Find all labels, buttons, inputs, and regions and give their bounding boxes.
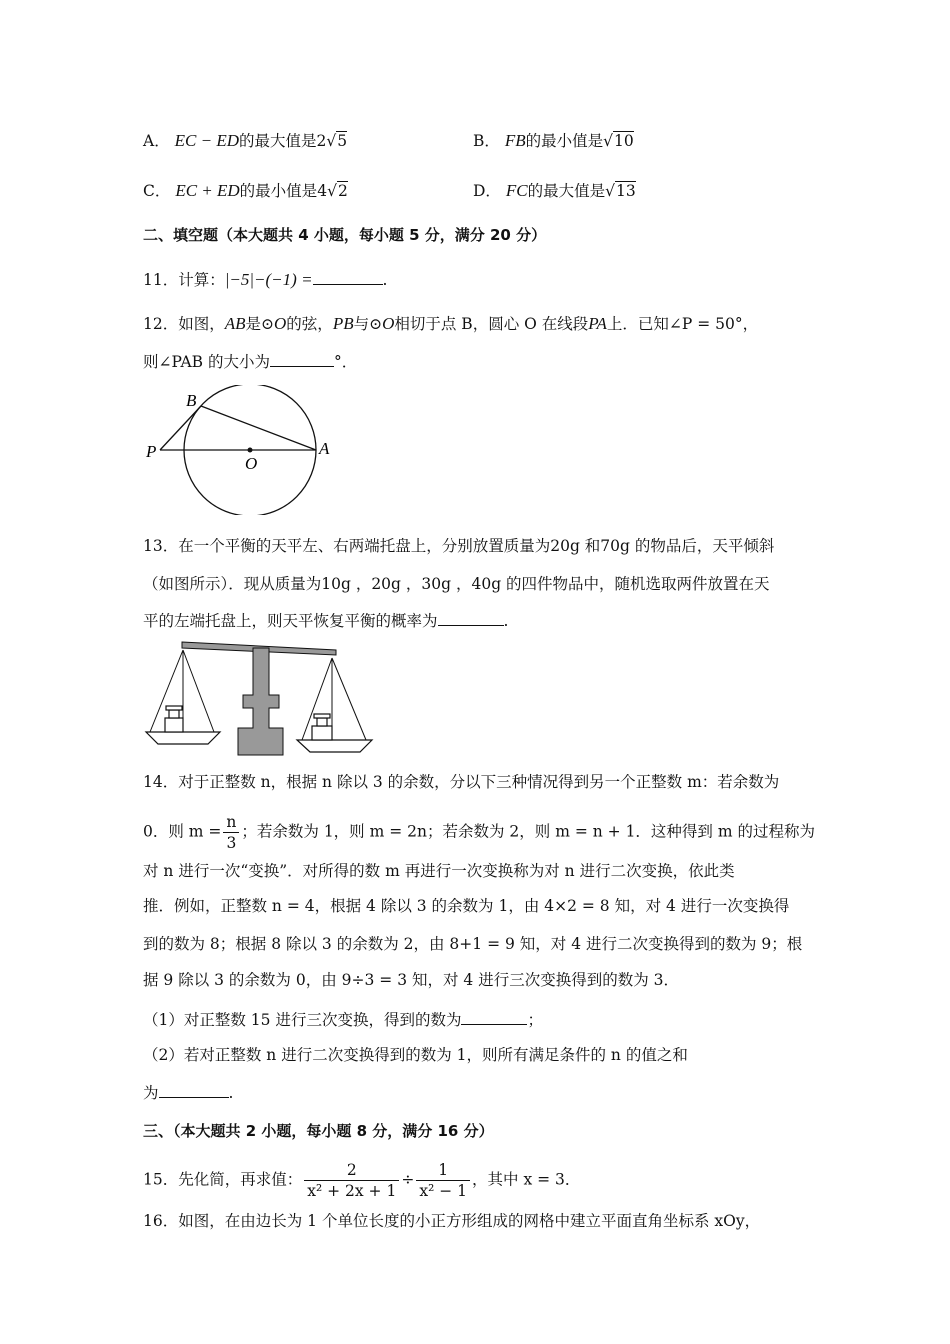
segment-pb <box>160 406 201 450</box>
question-12-line2: 则∠PAB 的大小为 °． <box>143 350 357 373</box>
question-16: 16．如图，在由边长为 1 个单位长度的小正方形组成的网格中建立平面直角坐标系 xOy， <box>143 1212 761 1230</box>
option-b: B． FB的最小值是√10 <box>473 131 634 150</box>
question-14-sub2: （2）若对正整数 n 进行二次变换得到的数为 1，则所有满足条件的 n 的值之和 <box>143 1046 688 1064</box>
question-14-line2: 0．则 m = $\frac{n}{3}$ ；若余数为 1，则 m = 2n；若余数为 2，则 m = n + 1．这种得到 m 的过程称为 <box>143 813 815 852</box>
fraction-1: $\frac{2}{\text{x² + 2x + 1}}$ <box>304 1160 399 1201</box>
option-c: C． EC + ED的最小值是4√2 <box>143 181 348 200</box>
fraction-2: $\frac{1}{\text{x² − 1}}$ <box>416 1160 470 1201</box>
option-d: D． FC的最大值是√13 <box>473 181 636 200</box>
balance-scale-figure <box>140 640 380 760</box>
question-13-line1: 13．在一个平衡的天平左、右两端托盘上，分别放置质量为20g 和70g 的物品后，天平倾斜 <box>143 537 775 555</box>
question-14-line5: 到的数为 8；根据 8 除以 3 的余数为 2，由 8+1 = 9 知，对 4 进行二次变换得到的数为 9；根 <box>143 935 803 953</box>
right-pan <box>297 740 372 752</box>
question-14-line4: 推．例如，正整数 n = 4，根据 4 除以 3 的余数为 1，由 4×2 = 8 知，对 4 进行一次变换得 <box>143 897 790 915</box>
answer-blank[interactable] <box>438 609 504 626</box>
section2-title: 二、填空题（本大题共 4 小题，每小题 5 分，满分 20 分） <box>143 226 547 244</box>
question-13-line3: 平的左端托盘上，则天平恢复平衡的概率为 . <box>143 609 508 632</box>
right-weight <box>312 726 332 740</box>
question-14-sub2-end: 为 . <box>143 1081 233 1104</box>
question-15: 15．先化简，再求值： $\frac{2}{\text{x² + 2x + 1}}$ ÷ $\frac{1}{\text{x² − 1}}$ ，其中 x = 3． <box>143 1161 581 1200</box>
question-13-line2: （如图所示）．现从质量为10g ，20g ，30g ，40g 的四件物品中，随机选取两件放置在天 <box>143 575 770 593</box>
question-14-line1: 14．对于正整数 n，根据 n 除以 3 的余数，分以下三种情况得到另一个正整数 m：若余数为 <box>143 773 780 791</box>
answer-blank[interactable] <box>159 1081 229 1098</box>
label-o: O <box>245 454 258 473</box>
answer-blank[interactable] <box>313 268 383 285</box>
fraction-n-over-3: $\frac{n}{3}$ <box>223 812 239 853</box>
question-11: 11．计算：|−5|−(−1) = . <box>143 270 388 289</box>
segment-ab <box>201 406 316 450</box>
label-b: B <box>186 391 197 410</box>
central-post <box>238 648 283 755</box>
circle-tangent-figure <box>140 385 350 515</box>
question-14-line6: 据 9 除以 3 的余数为 0，由 9÷3 = 3 知，对 4 进行三次变换得到的数为 3． <box>143 971 679 989</box>
center-point <box>248 448 253 453</box>
left-pan <box>146 732 220 744</box>
answer-blank[interactable] <box>461 1008 527 1025</box>
question-12-line1: 12．如图，AB是⊙O的弦，PB与⊙O相切于点 B，圆心 O 在线段PA上．已知∠P = 50°， <box>143 314 759 333</box>
option-a: A． EC − ED的最大值是2√5 <box>143 131 348 150</box>
left-weight <box>165 718 183 732</box>
question-14-line3: 对 n 进行一次“变换”．对所得的数 m 再进行一次变换称为对 n 进行二次变换，依此类 <box>143 862 735 880</box>
section3-title: 三、（本大题共 2 小题，每小题 8 分，满分 16 分） <box>143 1122 494 1140</box>
label-a: A <box>319 439 330 458</box>
answer-blank[interactable] <box>270 350 334 367</box>
question-14-sub1: （1）对正整数 15 进行三次变换，得到的数为 ； <box>143 1008 543 1031</box>
label-p: P <box>146 442 157 461</box>
